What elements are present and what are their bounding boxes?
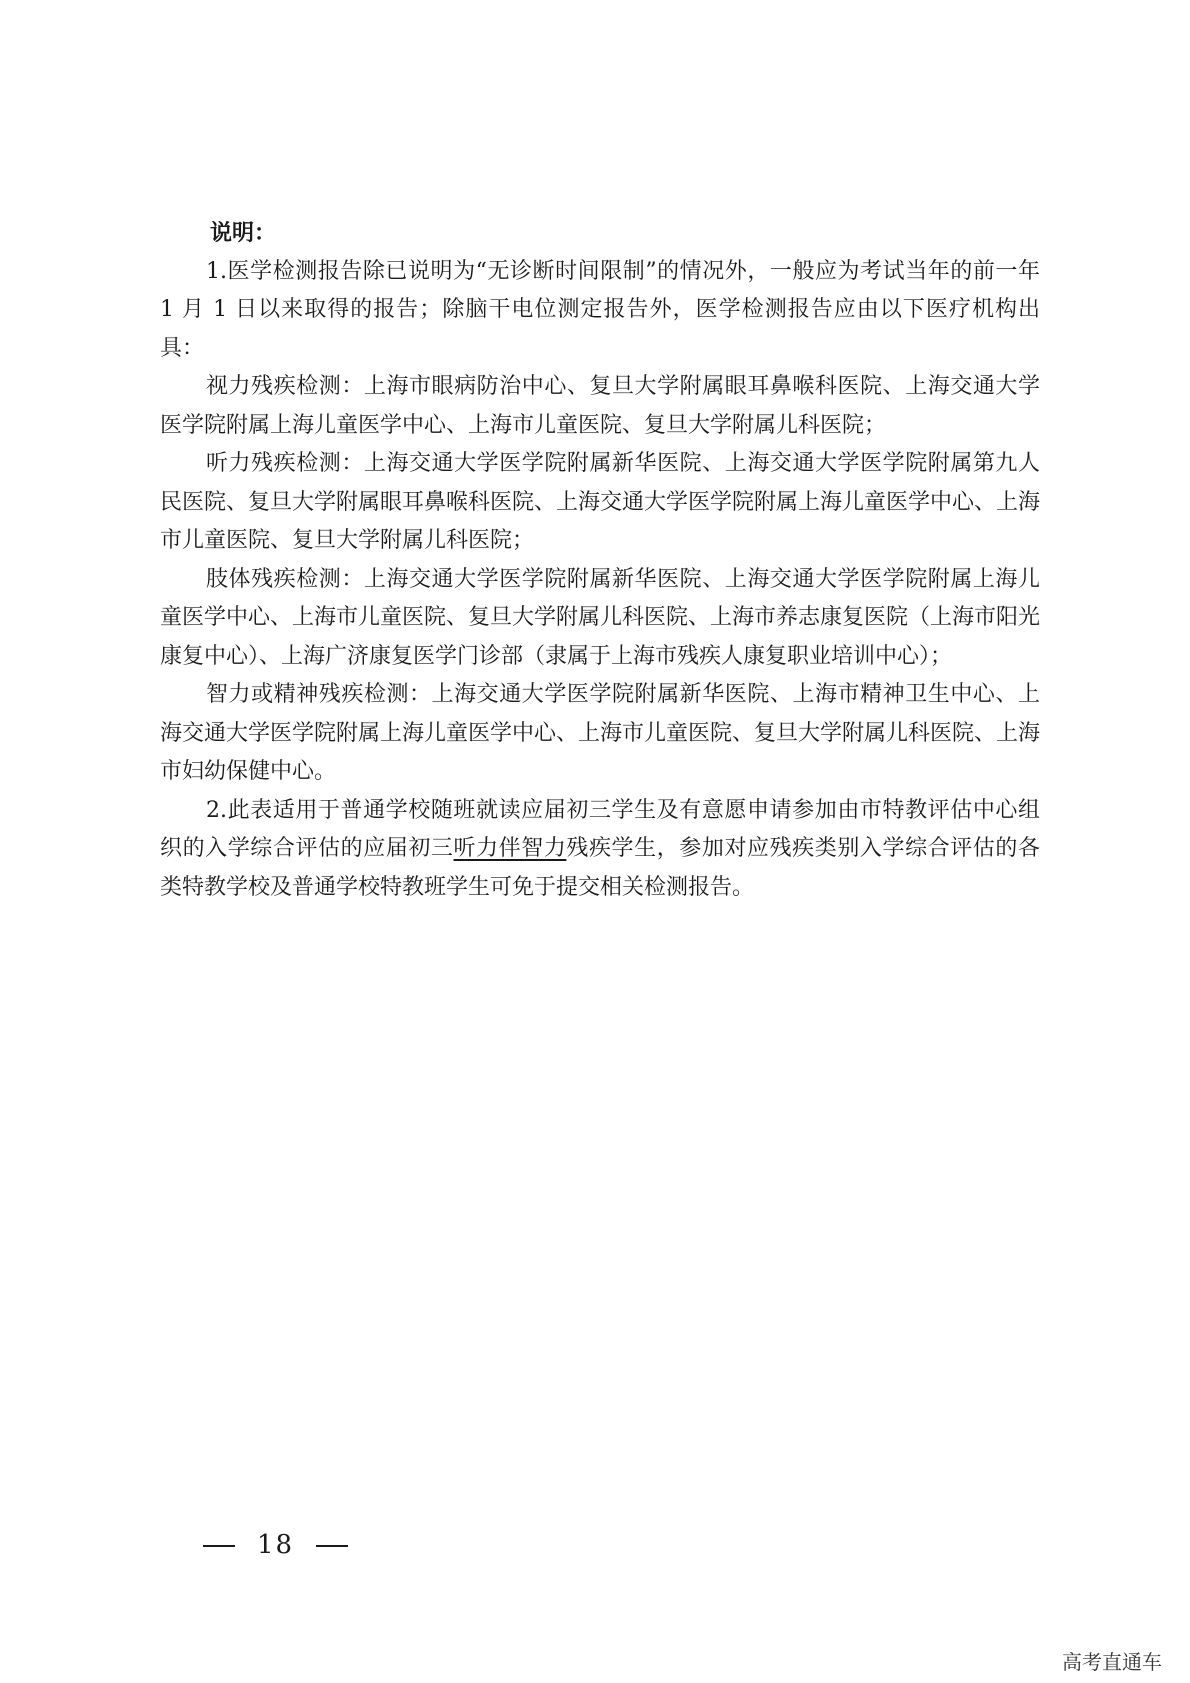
note-intellectual-institutions: 智力或精神残疾检测：上海交通大学医学院附属新华医院、上海市精神卫生中心、上海交通大学医学院附属上海儿童医学中心、上海市儿童医院、复旦大学附属儿科医院、上海市妇幼保健中心。 xyxy=(160,682,1041,784)
page-number-right-dash xyxy=(316,1545,348,1547)
note-item-2 xyxy=(160,792,1040,908)
note-item-2-before: 2.此表适用于普通学校随班就读应届初三学生及有意愿申请参加由市特教评估中心组织的入学综合评估的应届初三 xyxy=(160,797,1040,861)
page-number-value: 18 xyxy=(257,1530,295,1560)
note-item-2-underlined: 听力伴智力 xyxy=(453,836,567,861)
notes-heading: 说明： xyxy=(210,220,277,246)
page-number xyxy=(203,1530,348,1560)
notes-section xyxy=(160,214,1040,907)
note-item-1-intro: 1.医学检测报告除已说明为“无诊断时间限制”的情况外，一般应为考试当年的前一年 1 月 1 日以来取得的报告；除脑干电位测定报告外，医学检测报告应由以下医疗机构出具： xyxy=(160,258,1040,361)
note-limb-institutions: 肢体残疾检测：上海交通大学医学院附属新华医院、上海交通大学医学院附属上海儿童医学中心、上海市儿童医院、复旦大学附属儿科医院、上海市养志康复医院（上海市阳光康复中心）、上海广济康复医学门诊部（隶属于上海市残疾人康复职业培训中心）； xyxy=(160,566,1041,669)
note-hearing-institutions: 听力残疾检测：上海交通大学医学院附属新华医院、上海交通大学医学院附属第九人民医院、复旦大学附属眼耳鼻喉科医院、上海交通大学医学院附属上海儿童医学中心、上海市儿童医院、复旦大学附属儿科医院； xyxy=(160,451,1041,553)
watermark: 高考直通车 xyxy=(1062,1650,1162,1674)
note-vision-institutions: 视力残疾检测：上海市眼病防治中心、复旦大学附属眼耳鼻喉科医院、上海交通大学医学院附属上海儿童医学中心、上海市儿童医院、复旦大学附属儿科医院； xyxy=(160,374,1040,438)
page-number-left-dash xyxy=(203,1545,235,1547)
note-item-2-after: 残疾学生，参加对应残疾类别入学综合评估的各类特教学校及普通学校特教班学生可免于提交相关检测报告。 xyxy=(160,836,1040,900)
